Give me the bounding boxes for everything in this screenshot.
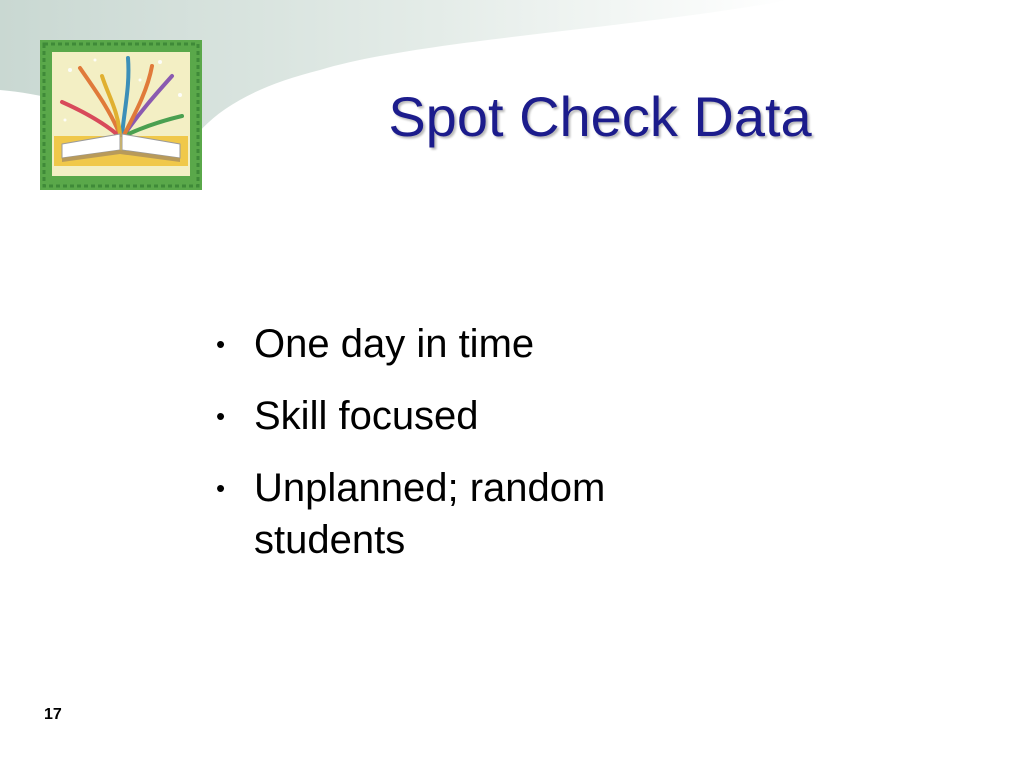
bullet-dot-icon: • (216, 473, 226, 503)
bullet-dot-icon: • (216, 401, 226, 431)
bullet-item (212, 462, 682, 566)
open-book-icon (40, 40, 202, 190)
slide-number: 17 (44, 706, 62, 723)
slide-title: Spot Check Data (388, 85, 812, 148)
bullet-list (212, 318, 682, 586)
bullet-dot-icon: • (216, 329, 226, 359)
bullet-text: Skill focused (254, 394, 479, 438)
bullet-text: Unplanned; random students (254, 466, 606, 562)
bullet-item (212, 390, 682, 442)
bullet-text: One day in time (254, 322, 535, 366)
bullet-item (212, 318, 682, 370)
